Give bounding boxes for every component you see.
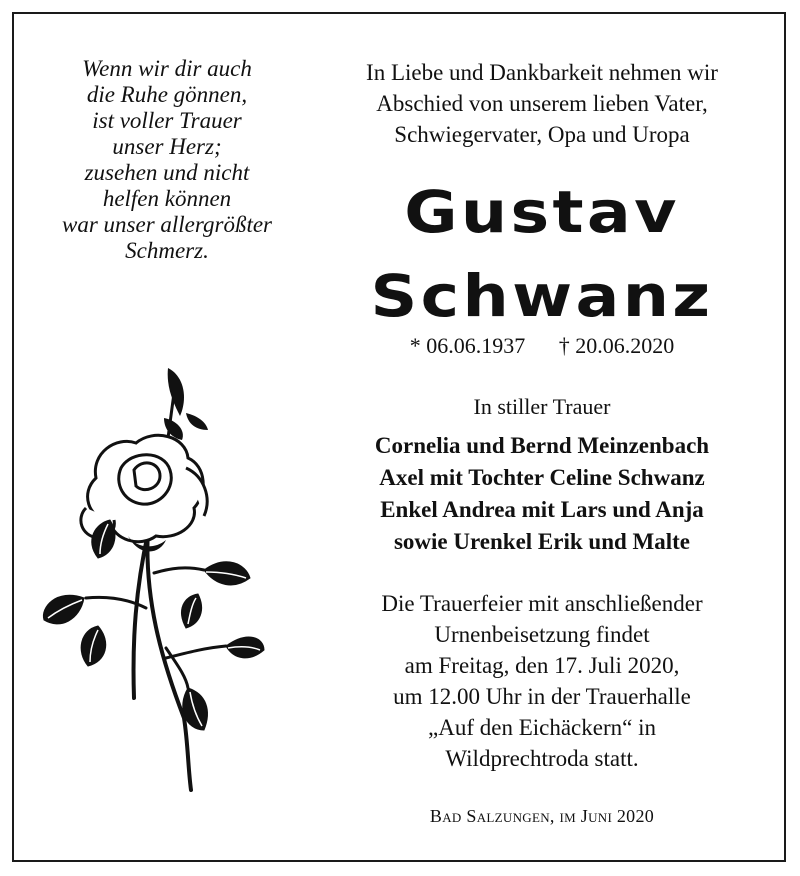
ceremony-line: Die Trauerfeier mit anschließender xyxy=(381,591,703,616)
ceremony-info xyxy=(308,588,776,774)
poem-line: Wenn wir dir auch xyxy=(82,56,252,81)
memorial-poem xyxy=(22,56,312,264)
ceremony-line: um 12.00 Uhr in der Trauerhalle xyxy=(393,684,691,709)
ceremony-line: „Auf den Eichäckern“ in xyxy=(428,715,656,740)
family-list xyxy=(308,430,776,558)
life-dates xyxy=(308,332,776,360)
poem-line: helfen können xyxy=(102,186,232,211)
family-line: Cornelia und Bernd Meinzenbach xyxy=(374,433,710,458)
ceremony-line: Urnenbeisetzung findet xyxy=(434,622,650,647)
family-line: Axel mit Tochter Celine Schwanz xyxy=(379,465,705,490)
last-name: Schwanz xyxy=(370,262,714,330)
intro-line: In Liebe und Dankbarkeit nehmen wir xyxy=(366,60,718,85)
death-date: † 20.06.2020 xyxy=(558,333,675,358)
poem-line: die Ruhe gönnen, xyxy=(86,82,248,107)
intro-text xyxy=(308,57,776,150)
first-name: Gustav xyxy=(404,178,680,246)
family-line: sowie Urenkel Erik und Malte xyxy=(393,529,691,554)
place-date: Bad Salzungen, im Juni 2020 xyxy=(429,806,655,826)
family-line: Enkel Andrea mit Lars und Anja xyxy=(380,497,704,522)
ceremony-line: am Freitag, den 17. Juli 2020, xyxy=(404,653,680,678)
poem-line: zusehen und nicht xyxy=(84,160,250,185)
poem-line: Schmerz. xyxy=(125,238,209,263)
deceased-name xyxy=(280,170,800,338)
intro-line: Schwiegervater, Opa und Uropa xyxy=(394,122,690,147)
rose-icon xyxy=(36,358,266,798)
poem-line: ist voller Trauer xyxy=(92,108,242,133)
birth-date: * 06.06.1937 xyxy=(409,333,526,358)
intro-line: Abschied von unserem lieben Vater, xyxy=(376,91,708,116)
mourning-heading: In stiller Trauer xyxy=(473,394,611,419)
ceremony-line: Wildprechtroda statt. xyxy=(445,746,639,771)
poem-line: war unser allergrößter xyxy=(62,212,272,237)
poem-line: unser Herz; xyxy=(112,134,222,159)
